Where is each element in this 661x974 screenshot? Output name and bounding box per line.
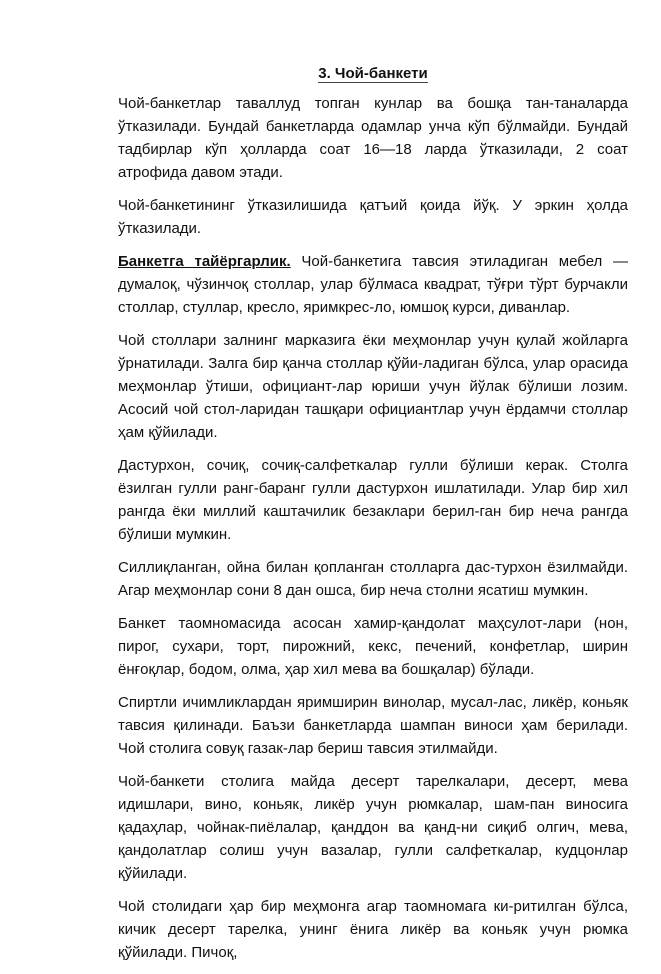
paragraph-6: Банкет таомномасида асосан хамир-қандолат маҳсулот-лари (нон, пирог, сухари, торт, пирожний, кекс, печений, конфетлар, ширин ёнғоқлар, бодом, олма, ҳар хил мева ва бошқалар) бўлади. [118,615,628,678]
paragraph-1: Чой-банкетлар таваллуд топган кунлар ва бошқа тан-таналарда ўтказилади. Бундай банкетларда одамлар унча кўп бўлмайди. Бундай тадбирлар кўп ҳолларда соат 16—18 ларда ўтказилади, 2 соат атрофида давом этади. [118,95,628,181]
paragraph-9: Чой столидаги ҳар бир меҳмонга агар таомномага ки-ритилган бўлса, кичик десерт тарелка, унинг ёнига ликёр ва коньяк учун рюмка қўйилади. Пичоқ, [118,898,628,961]
paragraph-7: Спиртли ичимликлардан яримширин винолар, мусал-лас, ликёр, коньяк тавсия қилинади. Баъзи банкетларда шампан виноси ҳам берилади. Чой столига совуқ газак-лар бериш тавсия этилмайди. [118,694,628,757]
paragraph-4: Дастурхон, сочиқ, сочиқ-салфеткалар гулли бўлиши керак. Столга ёзилган гулли ранг-баранг гулли дастурхон ишлатилади. Улар бир хил рангда ёки миллий каштачилик безаклари берил-ган бир неча рангда бўлиши мумкин. [118,457,628,543]
section-heading [118,62,628,85]
paragraph-3: Чой столлари залнинг марказига ёки меҳмонлар учун қулай жойларга ўрнатилади. Залга бир қанча столлар қўйи-ладиган бўлса, улар орасида меҳмонлар ўтиши, официант-лар юриши учун йўлак бўлиши лозим. Асосий чой стол-ларидан ташқари официантлар учун ёрдамчи столлар ҳам қўйилади. [118,332,628,441]
paragraph-8: Чой-банкети столига майда десерт тарелкалари, десерт, мева идишлари, вино, коньяк, ликёр учун рюмкалар, шам-пан виносига қадаҳлар, чойнак-пиёлалар, қанддон ва қанд-ни сиқиб олгич, мева, қандолатлар солиш учун вазалар, гулли салфеткалар, кудцонлар қўйилади. [118,773,628,882]
paragraph-lead: Банкетга тайёргарлик. [118,253,291,270]
document-page [118,62,628,974]
paragraph-preparation [118,250,628,319]
paragraph-preparation-text: Чой-банкетига тавсия этиладиган мебел —думалоқ, чўзинчоқ столлар, улар бўлмаса квадрат, тўғри тўрт бурчакли столлар, стуллар, кресло, яримкрес-ло, юмшоқ курси, диванлар. [118,253,628,316]
paragraph-2: Чой-банкетининг ўтказилишида қатъий қоида йўқ. У эркин ҳолда ўтказилади. [118,197,628,237]
section-heading-text: 3. Чой-банкети [318,65,428,82]
paragraph-5: Силлиқланган, ойна билан қопланган столларга дас-турхон ёзилмайди. Агар меҳмонлар сони 8 дан ошса, бир неча столни ясатиш мумкин. [118,559,628,599]
